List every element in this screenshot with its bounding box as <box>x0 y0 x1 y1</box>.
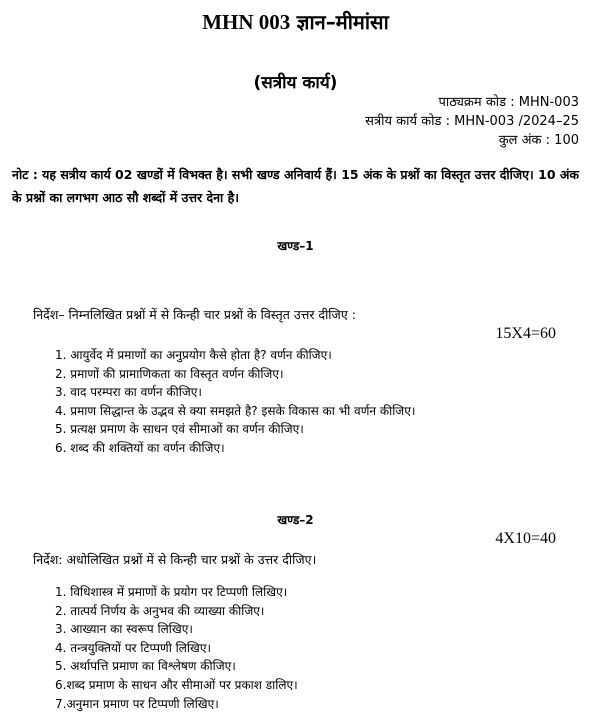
section-2-question-list <box>55 583 298 713</box>
section-2-question: 3. आख्यान का स्वरूप लिखिए। <box>55 622 193 637</box>
section-2-instruction: निर्देश: अधोलिखित प्रश्नों में से किन्ही चार प्रश्नों के उत्तर दीजिए। <box>33 552 317 567</box>
assignment-code-line: सत्रीय कार्य कोड : MHN-003 /2024–25 <box>365 114 579 129</box>
section-1-instruction: निर्देश– निम्नलिखित प्रश्नों में से किन्ही चार प्रश्नों के विस्तृत उत्तर दीजिए : <box>33 307 356 322</box>
course-code-line: पाठ्यक्रम कोड : MHN-003 <box>438 95 579 110</box>
section-1-question: 3. वाद परम्परा का वर्णन कीजिए। <box>55 385 202 400</box>
section-1-question-list <box>55 346 415 458</box>
section-1-question: 1. आयुर्वेद में प्रमाणों का अनुप्रयोग कैसे होता है? वर्णन कीजिए। <box>55 348 332 362</box>
section-1-question: 2. प्रमाणों की प्रामाणिकता का विस्तृत वर्णन कीजिए। <box>55 366 284 381</box>
section-2-question: 6.शब्द प्रमाण के साधन और सीमाओं पर प्रकाश डालिए। <box>55 677 298 692</box>
section-2-question: 2. तात्पर्य निर्णय के अनुभव की व्याख्या कीजिए। <box>55 603 265 618</box>
section-1-question: 5. प्रत्यक्ष प्रमाण के साधन एवं सीमाओं का वर्णन कीजिए। <box>55 422 304 437</box>
section-2-question: 7.अनुमान प्रमाण पर टिप्पणी लिखिए। <box>55 696 219 711</box>
note-paragraph: नोट : यह सत्रीय कार्य 02 खण्डों में विभक्त है। सभी खण्ड अनिवार्य हैं। 15 अंक के प्रश्नों का विस्तृत उत्तर दीजिए। 10 अंक के प्रश्नों का लगभग आठ सौ शब्दों में उत्तर देना है। <box>12 167 580 205</box>
section-2-question: 5. अर्थापत्ति प्रमाण का विश्लेषण कीजिए। <box>55 659 236 674</box>
section-1-question: 4. प्रमाण सिद्धान्त के उद्भव से क्या समझते है? इसके विकास का भी वर्णन कीजिए। <box>55 403 416 418</box>
section-2-heading: खण्ड–2 <box>277 513 314 527</box>
total-marks-line: कुल अंक : 100 <box>498 133 579 148</box>
section-1-question: 6. शब्द की शक्तियों का वर्णन कीजिए। <box>55 440 225 455</box>
section-1-heading: खण्ड–1 <box>277 239 314 253</box>
course-name-title: ज्ञान–मीमांसा <box>296 10 389 34</box>
assignment-subtitle: (सत्रीय कार्य) <box>253 73 338 93</box>
course-code-title: MHN 003 <box>202 10 291 34</box>
section-2-question: 4. तन्त्रयुक्तियों पर टिप्पणी लिखिए। <box>55 640 212 655</box>
page-title <box>0 8 591 35</box>
section-1-marks: 15X4=60 <box>495 325 556 342</box>
section-2-question: 1. विधिशास्त्र में प्रमाणों के प्रयोग पर टिप्पणी लिखिए। <box>55 585 288 599</box>
section-2-marks: 4X10=40 <box>495 530 556 547</box>
